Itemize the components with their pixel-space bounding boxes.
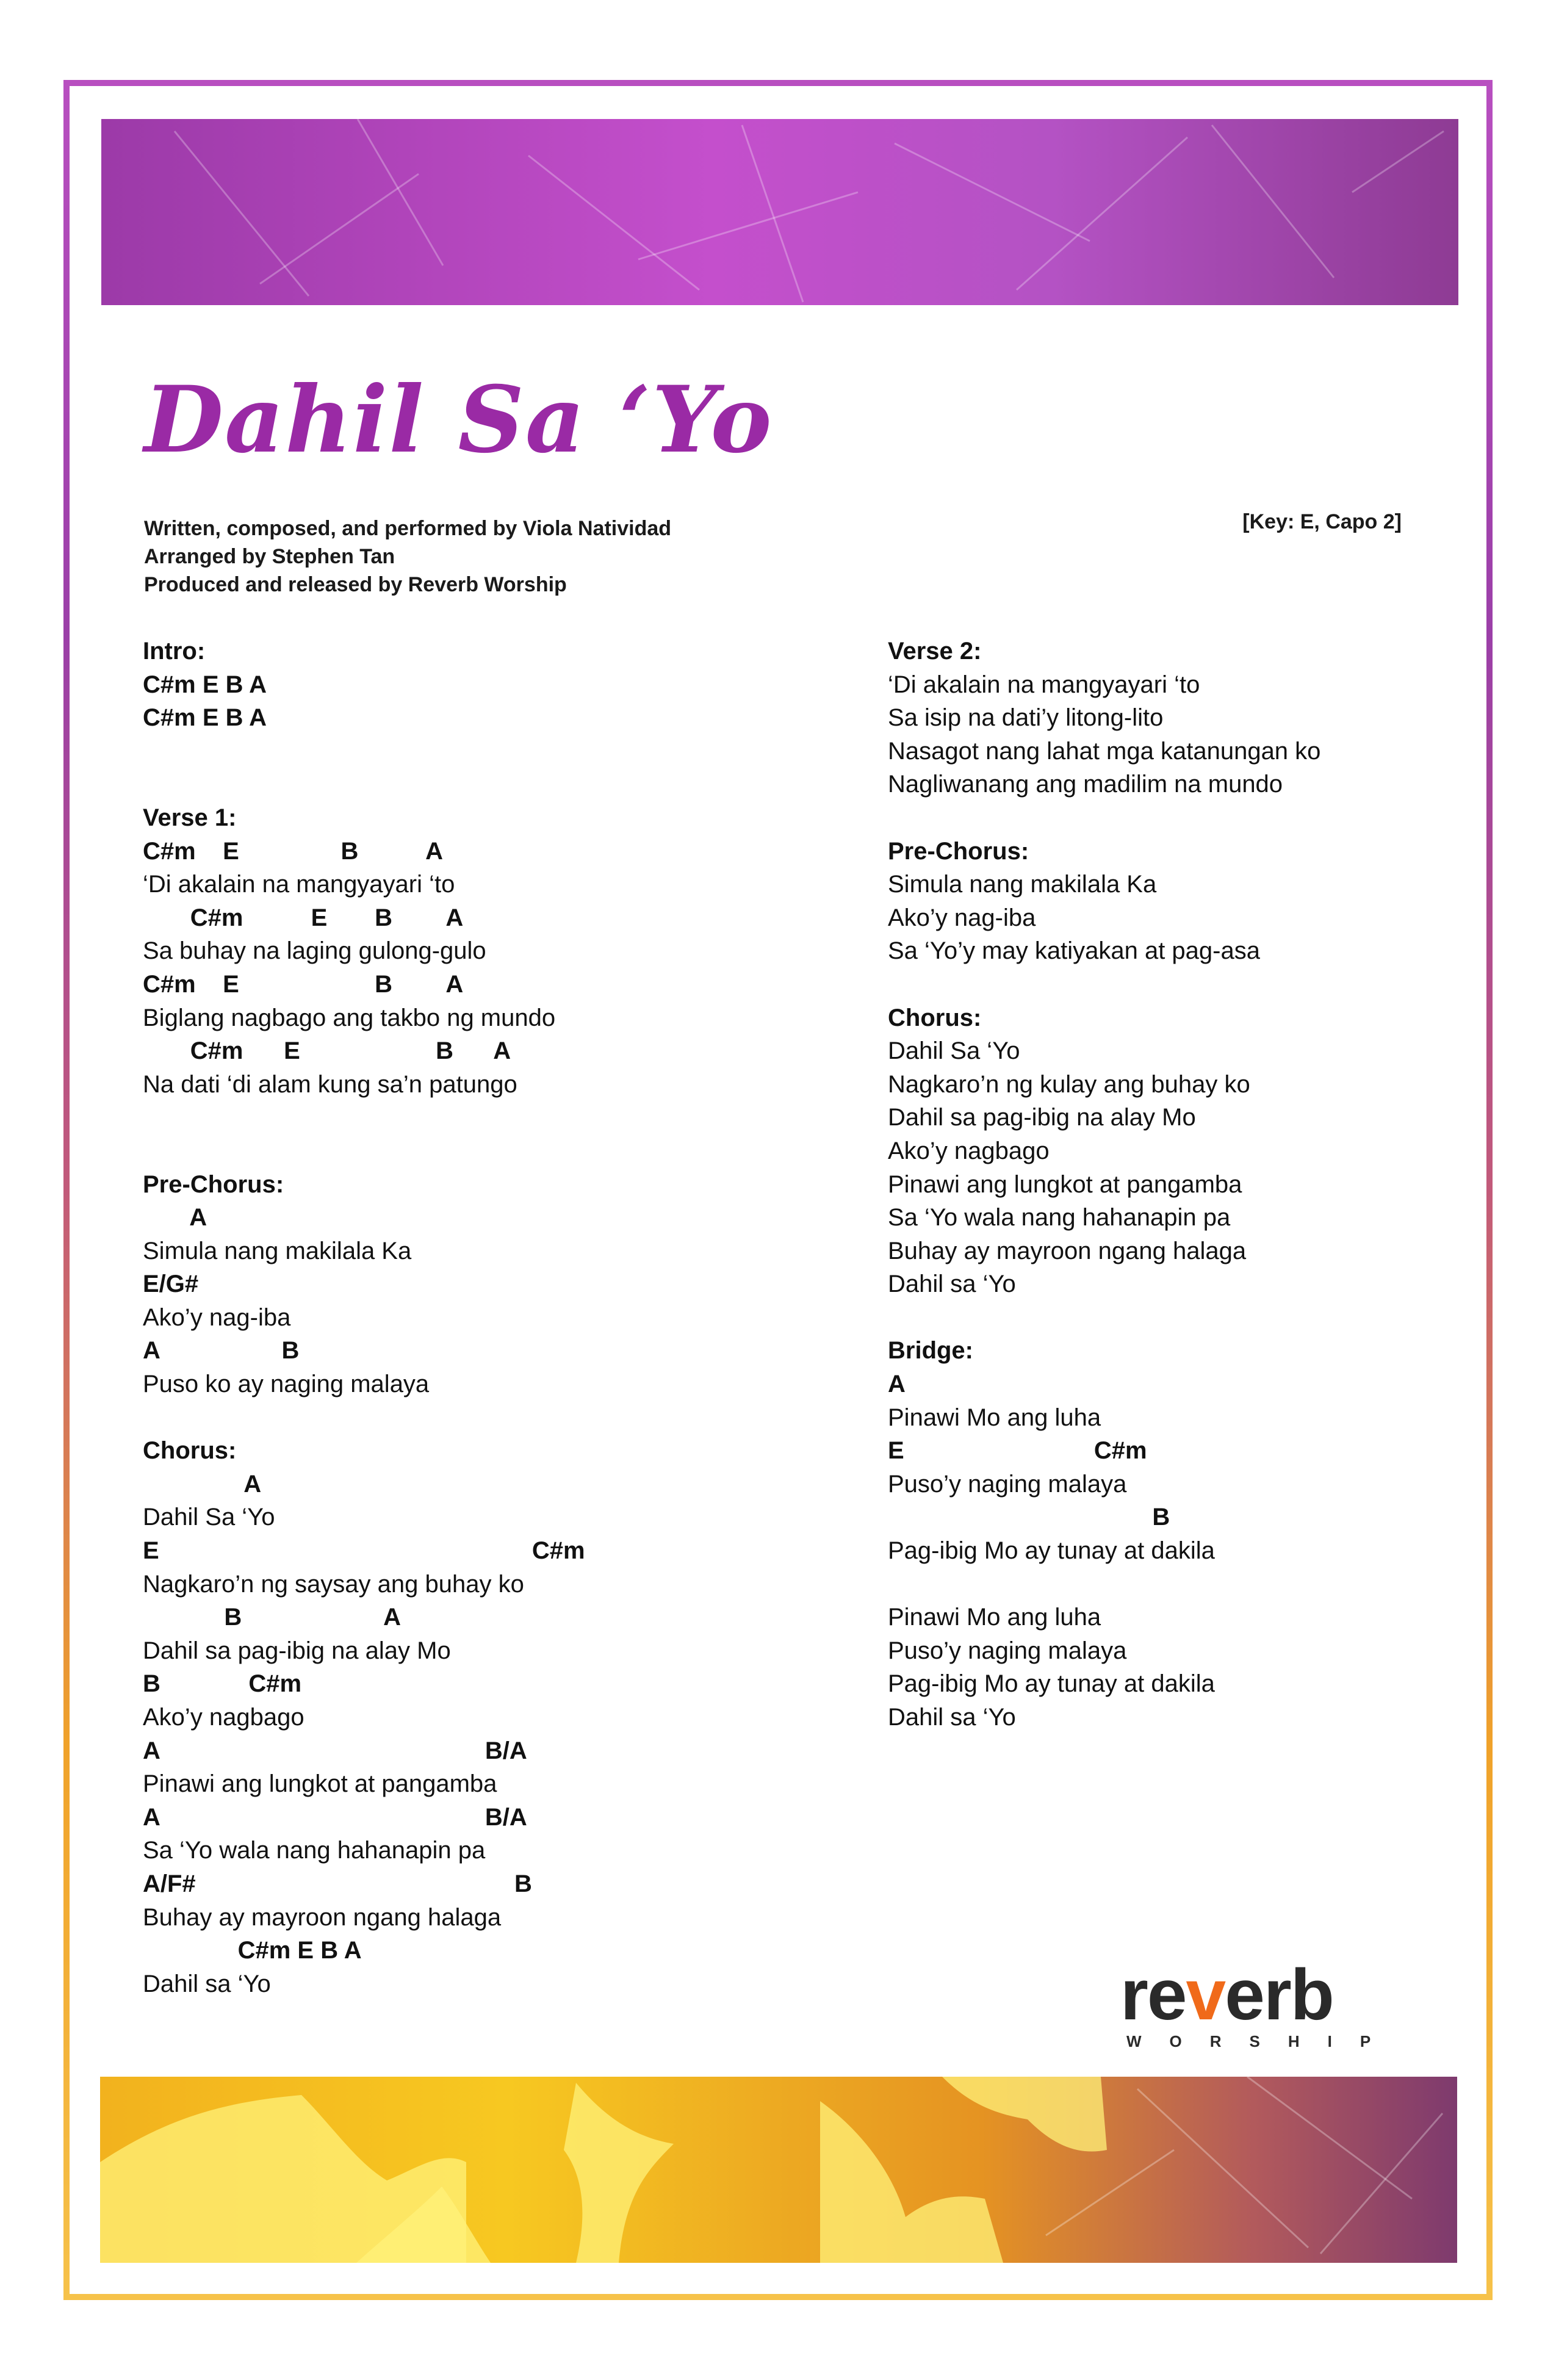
lyric-line: Dahil Sa ‘Yo [143,1504,275,1531]
credit-written: Written, composed, and performed by Viola Natividad [144,517,672,540]
chord-line: C#m E B A [143,1037,511,1065]
credit-produced: Produced and released by Reverb Worship [144,573,567,596]
lyric-line: Simula nang makilala Ka [888,871,1157,898]
lyric-line: Pinawi Mo ang luha [888,1604,1101,1631]
logo-word-end: erb [1225,1955,1333,2035]
chord-line: A B/A [143,1803,527,1831]
spacer-line [888,968,1498,1001]
section-heading: Pre-Chorus: [888,837,1029,865]
reverb-worship-logo [1120,1955,1407,2057]
chord-line: C#m E B A [143,704,267,732]
section-heading: Chorus: [888,1004,982,1031]
spacer-line [143,735,845,768]
top-banner [101,119,1458,305]
chord-line: B [888,1504,1170,1531]
lyric-line: Pag-ibig Mo ay tunay at dakila [888,1670,1215,1698]
logo-subtitle: WORSHIP [1126,2032,1399,2050]
lyric-line: Sa ‘Yo wala nang hahanapin pa [143,1837,486,1864]
lyric-line: Sa isip na dati’y litong-lito [888,704,1164,732]
lyric-line: Simula nang makilala Ka [143,1237,412,1264]
lyric-line: Buhay ay mayroon ngang halaga [143,1903,502,1931]
spacer-line [143,768,845,801]
lyric-line: Ako’y nag-iba [143,1304,291,1331]
lyric-line: Pinawi ang lungkot at pangamba [143,1770,497,1798]
key-capo-label: [Key: E, Capo 2] [1242,510,1402,533]
lyric-line: Nagliwanang ang madilim na mundo [888,771,1283,798]
chord-line: A/F# B [143,1870,532,1897]
chord-line: C#m E B A [143,970,464,998]
lyric-line: Sa ‘Yo wala nang hahanapin pa [888,1204,1231,1231]
section-heading: Pre-Chorus: [143,1170,284,1198]
logo-wordmark [1120,1955,1407,2035]
spacer-line [143,1134,845,1168]
lyric-line: Ako’y nagbago [143,1704,304,1731]
chord-line: C#m E B A [143,904,464,931]
lyric-line: Nagkaro’n ng saysay ang buhay ko [143,1570,524,1598]
song-title: Dahil Sa ‘Yo [144,366,773,474]
spacer-line [143,1401,845,1435]
lyric-line: Pag-ibig Mo ay tunay at dakila [888,1537,1215,1565]
bottom-banner [100,2077,1457,2263]
chord-line: A [143,1470,262,1498]
chord-line: C#m E B A [143,1937,362,1964]
spacer-line [888,801,1498,835]
lyric-line: ‘Di akalain na mangyayari ‘to [143,871,455,898]
spacer-line [143,1101,845,1134]
chord-line: A B/A [143,1737,527,1764]
lyric-line: Dahil Sa ‘Yo [888,1037,1020,1065]
lyric-line: Na dati ‘di alam kung sa’n patungo [143,1070,517,1098]
logo-word-v: v [1186,1955,1225,2035]
section-heading: Intro: [143,638,206,665]
lyric-line: Sa buhay na laging gulong-gulo [143,937,486,965]
chord-line: A B [143,1337,300,1365]
section-heading: Chorus: [143,1437,237,1465]
chord-line: C#m E B A [143,837,443,865]
lyric-line: Puso’y naging malaya [888,1470,1127,1498]
lyric-line: Pinawi ang lungkot at pangamba [888,1170,1242,1198]
lyric-line: Nasagot nang lahat mga katanungan ko [888,737,1321,765]
section-heading: Bridge: [888,1337,973,1365]
section-heading: Verse 2: [888,638,982,665]
lyric-line: Dahil sa ‘Yo [888,1704,1016,1731]
chord-line: B C#m [143,1670,302,1698]
lyrics-column-left [143,635,845,2000]
lyric-line: Dahil sa ‘Yo [143,1970,271,1997]
spacer-line [888,1568,1498,1601]
chord-line: A [888,1371,906,1398]
section-heading: Verse 1: [143,804,237,831]
chord-line: A [143,1204,207,1231]
lyric-line: Puso’y naging malaya [888,1637,1127,1664]
chord-line: E C#m [143,1537,585,1565]
lyric-line: Buhay ay mayroon ngang halaga [888,1237,1247,1264]
lyrics-column-right [888,635,1498,1734]
tree-silhouette-texture [100,2077,1457,2263]
lyric-line: Biglang nagbago ang takbo ng mundo [143,1004,556,1031]
scratch-texture-top [101,119,1458,305]
lyric-line: Dahil sa pag-ibig na alay Mo [143,1637,451,1664]
chord-line: E C#m [888,1437,1147,1465]
credit-arranged: Arranged by Stephen Tan [144,545,395,568]
lyric-line: Dahil sa pag-ibig na alay Mo [888,1104,1196,1131]
lyric-line: Puso ko ay naging malaya [143,1371,430,1398]
credits-block [144,514,937,599]
lyric-line: Pinawi Mo ang luha [888,1404,1101,1431]
chord-line: B A [143,1604,402,1631]
lyric-line: Sa ‘Yo’y may katiyakan at pag-asa [888,937,1260,965]
lyric-line: ‘Di akalain na mangyayari ‘to [888,671,1200,698]
spacer-line [888,1301,1498,1335]
lyric-line: Ako’y nag-iba [888,904,1036,931]
lyric-line: Ako’y nagbago [888,1137,1050,1164]
logo-word-start: re [1120,1955,1186,2035]
lyric-line: Nagkaro’n ng kulay ang buhay ko [888,1070,1250,1098]
chord-line: E/G# [143,1271,199,1298]
lyric-line: Dahil sa ‘Yo [888,1271,1016,1298]
chord-line: C#m E B A [143,671,267,698]
